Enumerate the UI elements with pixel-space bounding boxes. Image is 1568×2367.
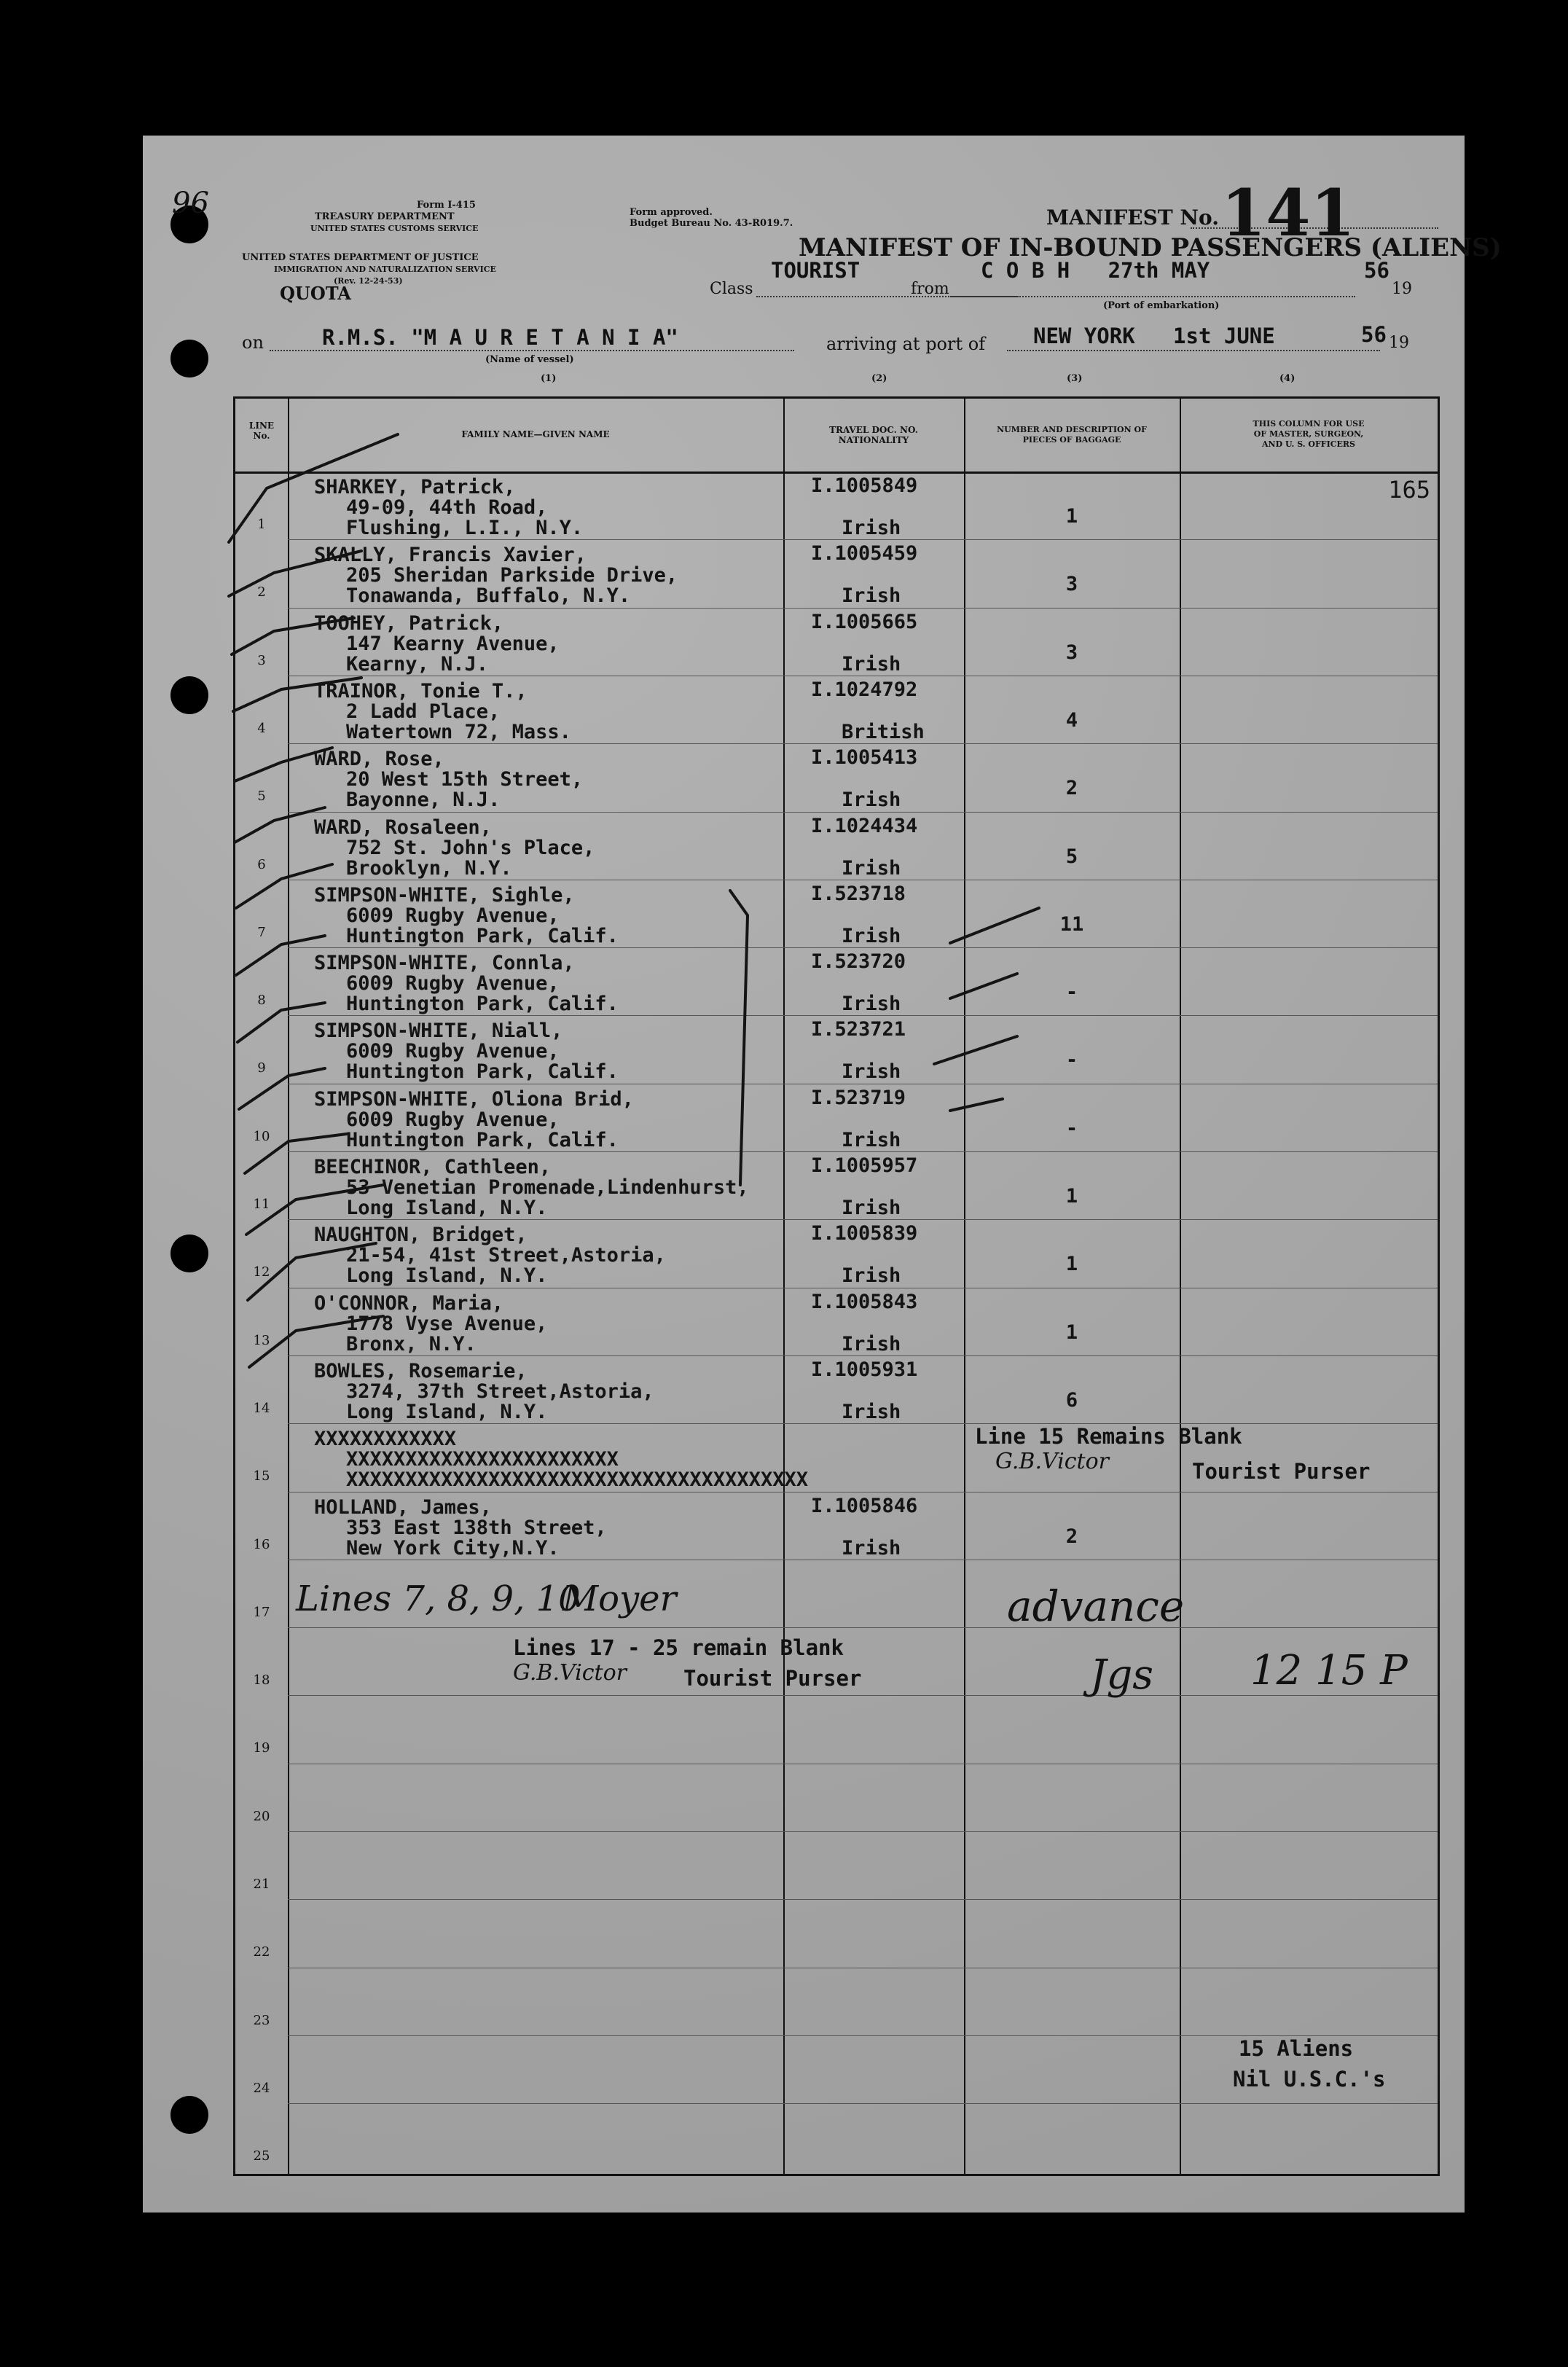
check-marks [143,136,1465,2213]
arriving-label: arriving at port of [826,334,986,354]
line15-remains-blank: Line 15 Remains Blank [975,1424,1242,1449]
baggage-count: - [1065,981,1078,1004]
nationality: British [842,720,925,743]
passenger-name: SIMPSON-WHITE, Niall, [314,1020,563,1043]
address-line-2: Bronx, N.Y. [346,1332,477,1355]
line-number: 7 [257,924,266,940]
address-line-1: 752 St. John's Place, [346,836,595,859]
baggage-count: 6 [1065,1388,1078,1412]
line-number: 23 [253,2012,270,2028]
line15-purser: Tourist Purser [1192,1459,1371,1484]
manifest-no-label: MANIFEST No. [1046,206,1219,230]
passenger-name: TOOHEY, Patrick, [314,611,504,635]
travel-doc-no: I.523718 [811,882,906,905]
justice-dept: UNITED STATES DEPARTMENT OF JUSTICE [242,252,479,263]
class-label: Class [710,280,753,298]
line-number: 13 [253,1332,270,1348]
line-number: 4 [257,720,266,736]
address-line-2: New York City,N.Y. [346,1536,560,1560]
officer-note: 165 [1388,476,1430,504]
line-number: 20 [253,1808,270,1824]
address-line-1: 1778 Vyse Avenue, [346,1312,548,1335]
baggage-count: 3 [1065,641,1078,664]
nationality: Irish [842,1264,901,1288]
arrival-port-date: NEW YORK 1st JUNE [1033,324,1275,348]
line-number: 22 [253,1944,270,1960]
address-line-2: XXXXXXXXXXXXXXXXXXXXXXXXXXXXXXXXXXXXXXX [346,1468,808,1492]
address-line-1: 3274, 37th Street,Astoria, [346,1380,654,1403]
address-line-1: 53 Venetian Promenade,Lindenhurst, [346,1176,749,1199]
aliens-count: 15 Aliens [1239,2036,1354,2061]
arrival-year: 56 [1361,322,1387,347]
class-value: TOURIST [771,258,861,283]
address-line-2: Huntington Park, Calif. [346,993,619,1016]
form-revision: (Rev. 12-24-53) [334,276,403,286]
form-number: Form I-415 [417,200,476,211]
baggage-count: 11 [1059,912,1084,936]
passenger-name: SHARKEY, Patrick, [314,476,516,498]
address-line-2: Long Island, N.Y. [346,1400,548,1423]
budget-bureau: Budget Bureau No. 43-R019.7. [630,218,793,229]
passenger-name: HOLLAND, James, [314,1495,492,1519]
travel-doc-no: I.1005931 [811,1358,918,1381]
line-number: 2 [257,584,266,600]
name-column-header: FAMILY NAME—GIVEN NAME [461,429,610,439]
nationality: Irish [842,652,901,676]
baggage-count: - [1065,1049,1078,1072]
hand-lines-note: Lines 7, 8, 9, 10 [296,1578,581,1619]
line-number: 19 [253,1740,270,1756]
baggage-count: 5 [1065,845,1078,868]
baggage-count: 1 [1065,1321,1078,1344]
passenger-name: SIMPSON-WHITE, Sighle, [314,883,575,907]
nationality: Irish [842,856,901,880]
line-number: 24 [253,2080,270,2096]
address-line-1: 2 Ladd Place, [346,700,501,723]
margin-mark: 96 [172,187,209,220]
doc-column-header: TRAVEL DOC. NO. NATIONALITY [829,425,918,445]
travel-doc-no: I.1005849 [811,474,918,497]
address-line-2: Long Island, N.Y. [346,1264,548,1288]
col-num-2: (2) [871,373,887,384]
address-line-2: Kearny, N.J. [346,652,489,676]
baggage-count: 1 [1065,505,1078,528]
travel-doc-no: I.523719 [811,1086,906,1109]
baggage-count: 2 [1065,777,1078,800]
manifest-title: MANIFEST OF IN-BOUND PASSENGERS (ALIENS) [799,233,1502,262]
nationality: Irish [842,924,901,947]
nationality: Irish [842,1400,901,1423]
baggage-count: 3 [1065,573,1078,596]
passenger-name: TRAINOR, Tonie T., [314,679,528,703]
line-number: 25 [253,2148,270,2164]
lines17-25-remain-blank: Lines 17 - 25 remain Blank [513,1635,844,1660]
line-number: 6 [257,856,266,872]
quota-label: QUOTA [280,283,351,304]
embark-port: C O B H 27th MAY [981,258,1210,283]
address-line-1: 6009 Rugby Avenue, [346,972,560,995]
line-number: 16 [253,1536,270,1552]
address-line-2: Tonawanda, Buffalo, N.Y. [346,584,631,608]
line-number: 9 [257,1060,266,1076]
vessel-caption: (Name of vessel) [485,354,574,365]
travel-doc-no: I.1005846 [811,1494,918,1517]
travel-doc-no: I.1024434 [811,814,918,837]
travel-doc-no: I.1005665 [811,610,918,633]
baggage-count: 2 [1065,1525,1078,1548]
address-line-1: 49-09, 44th Road, [346,496,548,519]
nationality: Irish [842,1128,901,1151]
arrival-year-prefix: 19 [1389,334,1409,352]
binder-hole [170,2224,208,2262]
passenger-name: BOWLES, Rosemarie, [314,1359,528,1382]
hand-initials: Moyer [562,1578,677,1619]
baggage-column-header: NUMBER AND DESCRIPTION OF PIECES OF BAGGAGE [997,425,1147,445]
address-line-2: Long Island, N.Y. [346,1197,548,1219]
line-number: 11 [253,1197,270,1212]
year-prefix: 19 [1392,280,1412,298]
passenger-name: XXXXXXXXXXXX [314,1428,457,1451]
line-number: 8 [257,993,266,1009]
travel-doc-no: I.1005459 [811,542,918,566]
manifest-page [143,136,1502,2213]
line-number: 1 [257,517,266,532]
address-line-1: 21-54, 41st Street,Astoria, [346,1244,666,1267]
address-line-2: Huntington Park, Calif. [346,924,619,947]
address-line-1: 6009 Rugby Avenue, [346,1040,560,1063]
address-line-2: Huntington Park, Calif. [346,1060,619,1084]
travel-doc-no: I.1005843 [811,1290,918,1313]
passenger-name: WARD, Rose, [314,748,444,771]
travel-doc-no: I.1005839 [811,1222,918,1245]
manifest-no-value: 141 [1221,175,1355,251]
line-no-header: LINE No. [248,420,275,441]
travel-doc-no: I.523721 [811,1018,906,1041]
travel-doc-no: I.1024792 [811,678,918,701]
passenger-name: SKALLY, Francis Xavier, [314,544,587,567]
line-number: 17 [253,1604,270,1620]
lines17-signature: G.B.Victor [513,1660,627,1686]
address-line-1: 353 East 138th Street, [346,1516,607,1539]
line-number: 12 [253,1264,270,1280]
address-line-2: Brooklyn, N.Y. [346,856,512,880]
nationality: Irish [842,1536,901,1560]
baggage-count: 1 [1065,1253,1078,1276]
nationality: Irish [842,584,901,608]
passenger-name: O'CONNOR, Maria, [314,1291,504,1315]
nationality: Irish [842,1197,901,1219]
baggage-count: 4 [1065,708,1078,732]
travel-doc-no: I.1005413 [811,746,918,770]
address-line-1: 205 Sheridan Parkside Drive, [346,564,678,587]
customs-service: UNITED STATES CUSTOMS SERVICE [310,224,479,233]
col-num-1: (1) [541,373,557,384]
embark-year: 56 [1364,258,1389,283]
line-number: 5 [257,789,266,805]
hand-advance: advance [1007,1581,1185,1631]
ins: IMMIGRATION AND NATURALIZATION SERVICE [274,265,496,274]
baggage-count: 1 [1065,1185,1078,1208]
line15-signature: G.B.Victor [995,1449,1110,1474]
on-label: on [242,332,264,353]
address-line-1: 6009 Rugby Avenue, [346,904,560,927]
usc-count: Nil U.S.C.'s [1233,2067,1386,2092]
address-line-2: Flushing, L.I., N.Y. [346,517,584,539]
lines17-purser: Tourist Purser [683,1666,862,1691]
nationality: Irish [842,1060,901,1084]
hand-time: 12 15 P [1250,1647,1408,1694]
travel-doc-no: I.1005957 [811,1154,918,1177]
col-num-3: (3) [1067,373,1083,384]
nationality: Irish [842,1332,901,1355]
port-caption: (Port of embarkation) [1103,300,1220,311]
form-approved: Form approved. [630,207,713,218]
address-line-2: Watertown 72, Mass. [346,720,571,743]
officer-column-header: THIS COLUMN FOR USE OF MASTER, SURGEON, AND U. S. OFFICERS [1253,419,1365,449]
baggage-count: - [1065,1116,1078,1140]
line-number: 21 [253,1877,270,1892]
from-label: from [911,280,949,298]
treasury-dept: TREASURY DEPARTMENT [315,211,455,222]
travel-doc-no: I.523720 [811,950,906,974]
line-number: 15 [253,1468,270,1484]
passenger-name: WARD, Rosaleen, [314,815,492,839]
address-line-2: Huntington Park, Calif. [346,1128,619,1151]
line-number: 18 [253,1672,270,1689]
line-number: 14 [253,1400,270,1416]
address-line-1: 6009 Rugby Avenue, [346,1108,560,1131]
passenger-name: SIMPSON-WHITE, Connla, [314,952,575,975]
nationality: Irish [842,993,901,1016]
passenger-name: SIMPSON-WHITE, Oliona Brid, [314,1087,634,1111]
nationality: Irish [842,789,901,812]
address-line-1: 147 Kearny Avenue, [346,632,560,655]
line-number: 10 [253,1128,270,1144]
line-number: 3 [257,652,266,668]
address-line-1: 20 West 15th Street, [346,768,584,791]
passenger-name: NAUGHTON, Bridget, [314,1224,528,1247]
vessel-name: R.M.S. "M A U R E T A N I A" [322,325,678,350]
col-num-4: (4) [1279,373,1295,384]
address-line-1: XXXXXXXXXXXXXXXXXXXXXXX [346,1448,619,1471]
hand-signature: Jgs [1090,1651,1154,1699]
nationality: Irish [842,517,901,539]
passenger-name: BEECHINOR, Cathleen, [314,1156,552,1178]
address-line-2: Bayonne, N.J. [346,789,501,812]
